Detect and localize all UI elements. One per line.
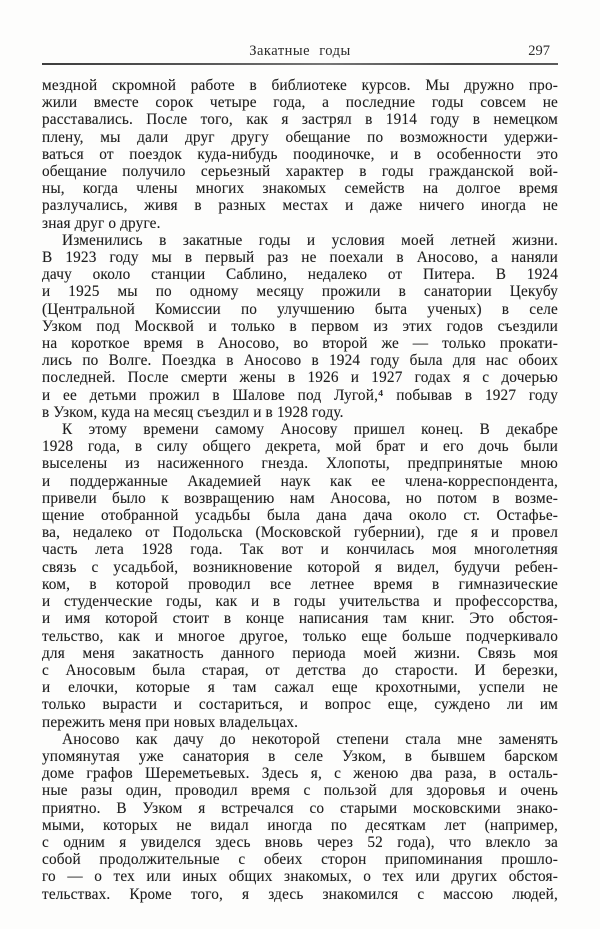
text-line: плену, мы дали друг другу обещание по возможности удержи- [42, 128, 558, 146]
text-line: привели было к возвращению нам Аносова, но потом в возме- [42, 489, 558, 507]
text-line: ны, когда члены многих знакомых семейств на долгое время [42, 180, 558, 198]
text-line: 1928 года, в силу общего декрета, мой брат и его дочь были [42, 438, 558, 456]
text-line: Узком под Москвой и только в первом из этих годов съездили [42, 317, 558, 335]
text-line: и елочки, которые я там сажал еще крохотными, успели не [42, 679, 558, 697]
text-line: последней. После смерти жены в 1926 и 1927 годах я с дочерью [42, 369, 558, 387]
text-line: с Аносовым была старая, от детства до старости. И березки, [42, 661, 558, 679]
text-line: зная друг о друге. [42, 214, 161, 232]
text-line: Изменились в закатные годы и условия моей летней жизни. [62, 231, 558, 249]
text-line: часть лета 1928 года. Так вот и кончилась моя многолетняя [42, 541, 558, 559]
text-line: ком, в которой проводил все летнее время в гимназические [42, 575, 558, 593]
text-line: только вырасти и состариться, и вопрос еще, суждено ли им [42, 696, 558, 714]
running-header [42, 43, 558, 61]
text-line: тельствах. Кроме того, я здесь знакомился с массою людей, [42, 885, 558, 903]
text-line: для меня закатность данного периода моей жизни. Связь моя [42, 644, 558, 662]
text-line: ва, недалеко от Подольска (Московской губернии), где я и провел [42, 524, 558, 542]
page-number: 297 [528, 43, 550, 59]
text-line: с одним я увиделся здесь вновь через 52 года), что влекло за [42, 833, 558, 851]
text-line: мыми, которых не видал иногда по десяткам лет (например, [42, 816, 558, 834]
text-line: лись по Волге. Поездка в Аносово в 1924 году была для нас обоих [42, 352, 558, 370]
text-line: и студенческие годы, как и в годы учительства и профессорства, [42, 593, 558, 611]
text-line: и 1925 мы по одному месяцу прожили в санатории Цекубу [42, 283, 558, 301]
text-line: доме графов Шереметьевых. Здесь я, с женою два раза, в осталь- [42, 765, 558, 783]
text-line: и ее детьми прожил в Шалове под Лугой,⁴ побывав в 1927 году [42, 386, 558, 404]
text-line: ные разы один, проводил время с пользой для здоровья и очень [42, 782, 558, 800]
text-line: приятно. В Узком я встречался со старыми московскими знако- [42, 799, 558, 817]
text-line: К этому времени самому Аносову пришел конец. В декабре [62, 421, 558, 439]
text-line: и поддержанные Академией наук как ее члена-корреспондента, [42, 472, 558, 490]
text-line: в Узком, куда на месяц съездил и в 1928 году. [42, 403, 344, 421]
text-line: тельство, как и многое другое, только еще больше подчеркивало [42, 627, 558, 645]
text-line: мездной скромной работе в библиотеке курсов. Мы дружно про- [42, 77, 558, 94]
running-title: Закатные годы [249, 43, 351, 59]
text-line: В 1923 году мы в первый раз не поехали в Аносово, а наняли [42, 249, 558, 267]
text-line: расставались. После того, как я застрял в 1914 году в немецком [42, 111, 558, 129]
text-body [42, 77, 558, 903]
text-line: (Центральной Комиссии по улучшению быта ученых) в селе [42, 300, 558, 318]
text-line: дачу около станции Саблино, недалеко от Питера. В 1924 [42, 266, 558, 284]
text-line: обещание получило серьезный характер в годы гражданской вой- [42, 163, 558, 181]
text-line: собой продолжительные с обеих сторон припоминания прошло- [42, 851, 558, 869]
header-rule [42, 63, 558, 65]
text-line: на короткое время в Аносово, во второй же — только прокати- [42, 335, 558, 353]
text-line: связь с усадьбой, возникновение которой я видел, будучи ребен- [42, 558, 558, 576]
text-line: упомянутая уже санатория в селе Узком, в бывшем барском [42, 747, 558, 765]
text-line: жили вместе сорок четыре года, а последние годы совсем не [42, 94, 558, 112]
text-line: ваться от поездок куда-нибудь поодиночке, и в особенности это [42, 145, 558, 163]
text-line: и имя которой стоит в конце написания там книг. Это обстоя- [42, 610, 558, 628]
text-line: разлучались, живя в разных местах и даже ничего иногда не [42, 197, 558, 215]
text-line: пережить меня при новых владельцах. [42, 713, 299, 731]
text-line: выселены из насиженного гнезда. Хлопоты, предпринятые мною [42, 455, 558, 473]
text-line: Аносово как дачу до некоторой степени стала мне заменять [62, 730, 558, 748]
text-line: щение отобранной усадьбы была дана дача около ст. Остафье- [42, 507, 558, 525]
text-line: го — о тех или иных общих знакомых, о тех или других обстоя- [42, 868, 558, 886]
